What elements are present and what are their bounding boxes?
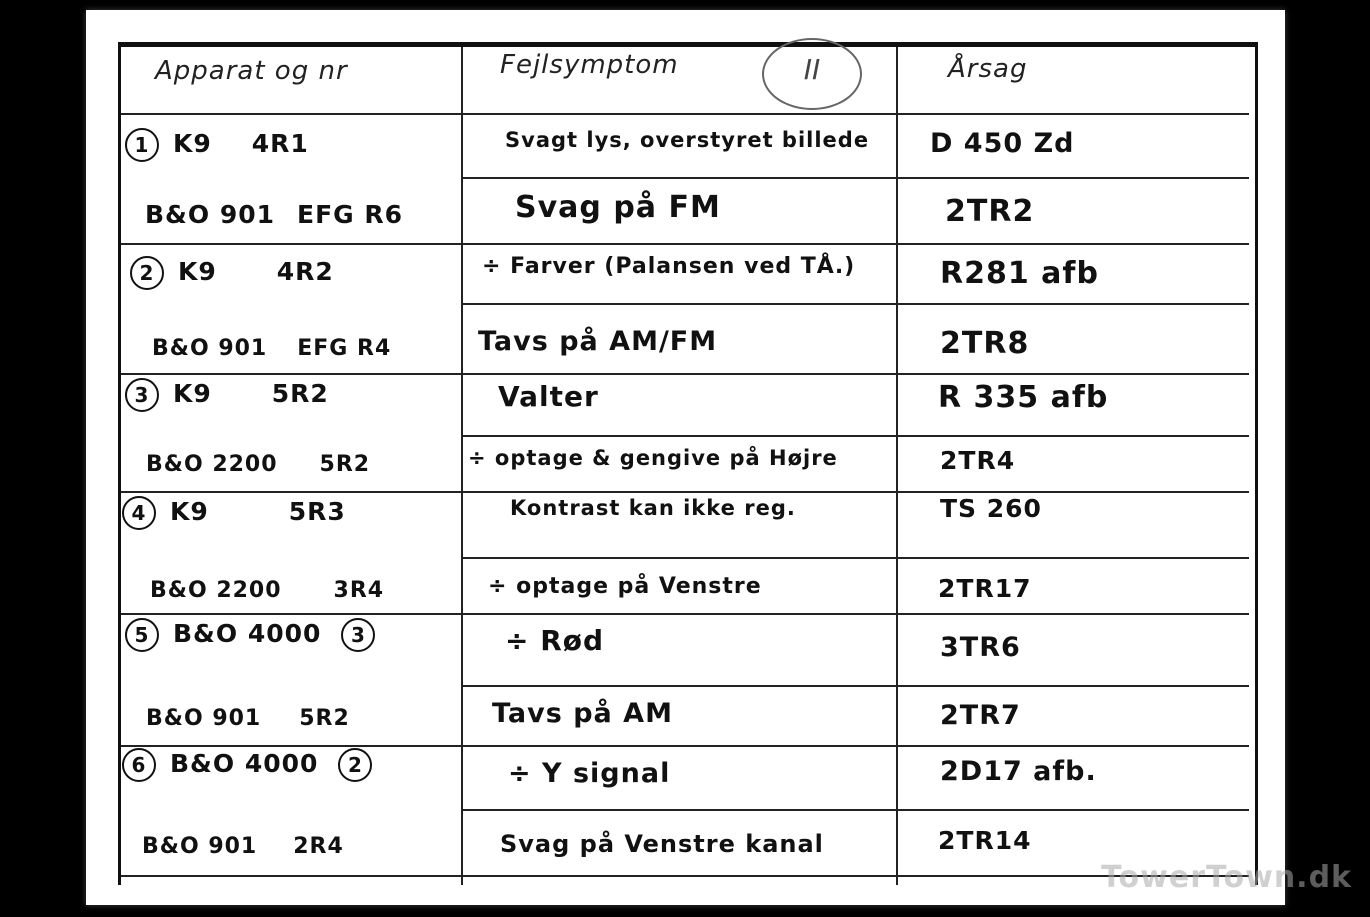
subrow-rule-6 bbox=[463, 809, 1249, 811]
bottom-rule bbox=[121, 875, 1249, 877]
apparat-entry: 4 K9 5R3 bbox=[122, 496, 346, 530]
cause-text: 2TR2 bbox=[945, 194, 1035, 229]
entry-number: 4 bbox=[122, 496, 156, 530]
entry-number: 2 bbox=[338, 748, 372, 782]
apparat-entry: 3 K9 5R2 bbox=[125, 378, 329, 412]
symptom-text: ÷ Rød bbox=[505, 624, 605, 657]
symptom-text: Tavs på AM/FM bbox=[478, 326, 718, 357]
symptom-text: ÷ Farver (Palansen ved TÅ.) bbox=[482, 254, 856, 279]
entry-number: 6 bbox=[122, 748, 156, 782]
header-fejlsymptom: Fejlsymptom bbox=[500, 50, 679, 80]
apparat-entry: B&O 2200 3R4 bbox=[150, 578, 385, 603]
symptom-text: Svagt lys, overstyret billede bbox=[505, 128, 870, 152]
entry-number: 1 bbox=[125, 128, 159, 162]
cause-text: R281 afb bbox=[940, 256, 1099, 291]
apparat-entry: 2 K9 4R2 bbox=[130, 256, 334, 290]
page-number-mark: II bbox=[762, 38, 862, 110]
column-divider-1 bbox=[461, 47, 463, 885]
cause-text: 2D17 afb. bbox=[940, 756, 1097, 787]
header-rule bbox=[121, 113, 1249, 115]
cause-text: 2TR4 bbox=[940, 446, 1016, 475]
cause-text: D 450 Zd bbox=[930, 128, 1075, 159]
entry-number: 5 bbox=[125, 618, 159, 652]
symptom-text: Svag på Venstre kanal bbox=[500, 830, 824, 858]
apparat-entry: B&O 901 EFG R4 bbox=[152, 336, 392, 361]
symptom-text: ÷ optage & gengive på Højre bbox=[468, 446, 838, 470]
cause-text: 2TR17 bbox=[938, 574, 1032, 603]
symptom-text: Kontrast kan ikke reg. bbox=[510, 496, 796, 520]
subrow-rule-4 bbox=[463, 557, 1249, 559]
entry-number: 3 bbox=[341, 618, 375, 652]
subrow-rule-1 bbox=[463, 177, 1249, 179]
group-rule-3 bbox=[121, 491, 1249, 493]
apparat-entry: 1 K9 4R1 bbox=[125, 128, 309, 162]
symptom-text: Valter bbox=[498, 380, 599, 413]
cause-text: 2TR14 bbox=[938, 826, 1032, 855]
group-rule-1 bbox=[121, 243, 1249, 245]
header-arsag: Årsag bbox=[948, 54, 1028, 84]
apparat-entry: B&O 901 5R2 bbox=[146, 706, 350, 731]
apparat-entry: B&O 901 2R4 bbox=[142, 834, 344, 859]
header-apparat: Apparat og nr bbox=[155, 56, 348, 86]
apparat-entry: 5 B&O 4000 3 bbox=[125, 618, 375, 652]
symptom-text: Svag på FM bbox=[515, 190, 721, 225]
group-rule-2 bbox=[121, 373, 1249, 375]
subrow-rule-3 bbox=[463, 435, 1249, 437]
apparat-entry: 6 B&O 4000 2 bbox=[122, 748, 372, 782]
group-rule-5 bbox=[121, 745, 1249, 747]
group-rule-4 bbox=[121, 613, 1249, 615]
column-divider-2 bbox=[896, 47, 898, 885]
cause-text: R 335 afb bbox=[938, 380, 1109, 415]
symptom-text: ÷ Y signal bbox=[508, 758, 671, 789]
apparat-entry: B&O 2200 5R2 bbox=[146, 452, 371, 477]
apparat-entry: B&O 901 EFG R6 bbox=[145, 200, 404, 229]
subrow-rule-5 bbox=[463, 685, 1249, 687]
cause-text: 2TR7 bbox=[940, 700, 1021, 731]
symptom-text: ÷ optage på Venstre bbox=[488, 574, 762, 599]
watermark: TowerTown.dk bbox=[1101, 860, 1352, 895]
symptom-text: Tavs på AM bbox=[492, 698, 673, 729]
entry-number: 3 bbox=[125, 378, 159, 412]
subrow-rule-2 bbox=[463, 303, 1249, 305]
entry-number: 2 bbox=[130, 256, 164, 290]
cause-text: 2TR8 bbox=[940, 326, 1030, 361]
cause-text: 3TR6 bbox=[940, 632, 1021, 663]
cause-text: TS 260 bbox=[940, 494, 1042, 523]
